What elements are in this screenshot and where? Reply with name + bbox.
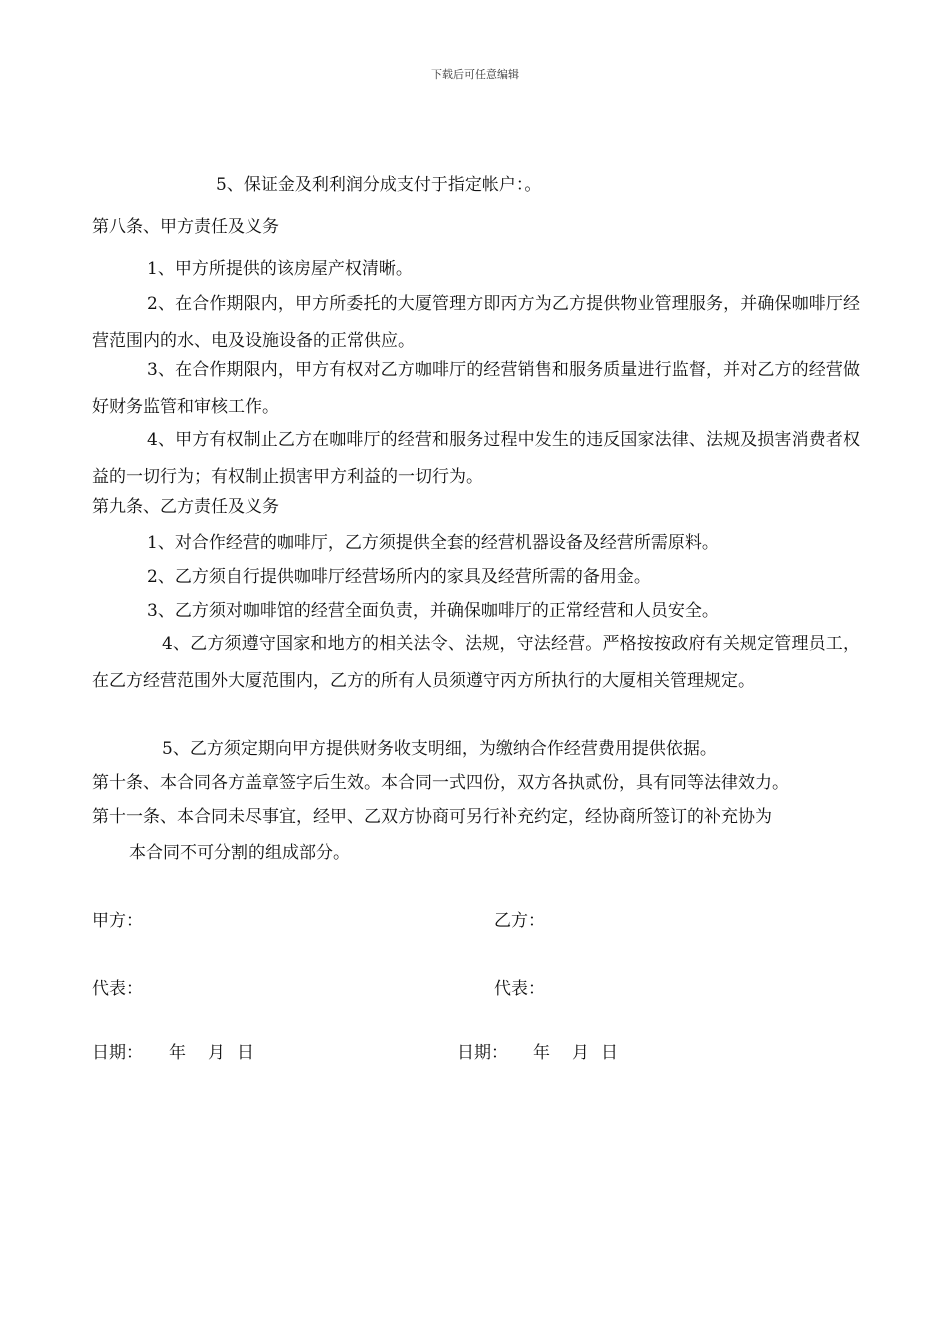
article-9-item-5: 5、乙方须定期向甲方提供财务收支明细，为缴纳合作经营费用提供依据。	[162, 739, 717, 759]
article-8-item-3: 3、在合作期限内，甲方有权对乙方咖啡厅的经营销售和服务质量进行监督，并对乙方的经营做好财务监管和审核工作。	[92, 360, 860, 417]
article-9-item-3: 3、乙方须对咖啡馆的经营全面负责，并确保咖啡厅的正常经营和人员安全。	[147, 601, 719, 621]
date-a-month: 月	[208, 1043, 225, 1063]
article-9-title: 第九条、乙方责任及义务	[92, 497, 279, 517]
date-b-day: 日	[601, 1043, 618, 1063]
article-11-line-2: 本合同不可分割的组成部分。	[129, 843, 350, 863]
article-8-item-1: 1、甲方所提供的该房屋产权清晰。	[147, 259, 413, 279]
article-9-item-1: 1、对合作经营的咖啡厅，乙方须提供全套的经营机器设备及经营所需原料。	[147, 533, 719, 553]
date-a-label: 日期：	[92, 1043, 143, 1063]
date-a-day: 日	[237, 1043, 254, 1063]
article-8-title: 第八条、甲方责任及义务	[92, 217, 279, 237]
rep-b-label: 代表：	[494, 979, 545, 999]
deposit-clause: 5、保证金及利利润分成支付于指定帐户：。	[216, 175, 542, 195]
article-9-item-4: 4、乙方须遵守国家和地方的相关法令、法规，守法经营。严格按按政府有关规定管理员工，在乙方经营范围外大厦范围内，乙方的所有人员须遵守丙方所执行的大厦相关管理规定。	[92, 634, 860, 691]
rep-a-label: 代表：	[92, 979, 143, 999]
article-9-item-2: 2、乙方须自行提供咖啡厅经营场所内的家具及经营所需的备用金。	[147, 567, 651, 587]
date-b-month: 月	[572, 1043, 589, 1063]
article-8-item-4: 4、甲方有权制止乙方在咖啡厅的经营和服务过程中发生的违反国家法律、法规及损害消费者权益的一切行为；有权制止损害甲方利益的一切行为。	[92, 430, 860, 487]
page-header-note: 下载后可任意编辑	[431, 68, 519, 81]
date-b-label: 日期：	[457, 1043, 508, 1063]
article-10: 第十条、本合同各方盖章签字后生效。本合同一式四份，双方各执贰份，具有同等法律效力。	[92, 773, 789, 793]
party-b-label: 乙方：	[494, 911, 545, 931]
date-b-year: 年	[533, 1043, 550, 1063]
article-11-line-1: 第十一条、本合同未尽事宜，经甲、乙双方协商可另行补充约定，经协商所签订的补充协为	[92, 807, 772, 827]
article-8-item-2: 2、在合作期限内，甲方所委托的大厦管理方即丙方为乙方提供物业管理服务，并确保咖啡厅经营范围内的水、电及设施设备的正常供应。	[92, 294, 860, 351]
party-a-label: 甲方：	[92, 911, 143, 931]
date-a-year: 年	[169, 1043, 186, 1063]
